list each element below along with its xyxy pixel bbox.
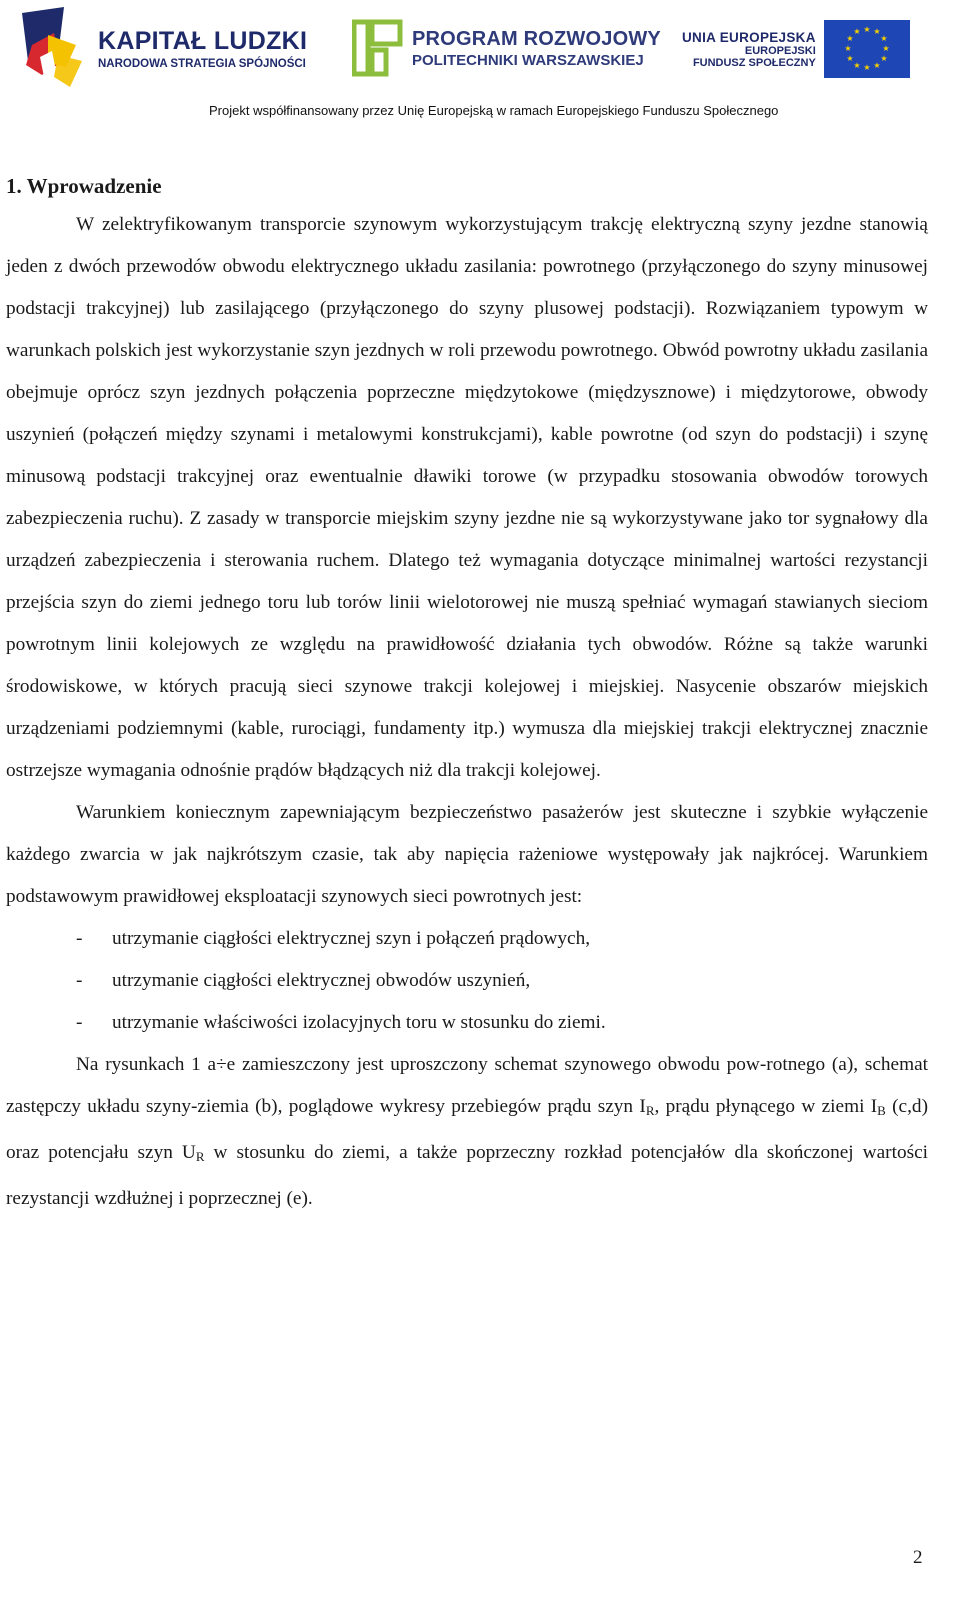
svg-text:★: ★ xyxy=(880,34,888,43)
list-item xyxy=(6,1002,928,1044)
list-dash: - xyxy=(76,928,83,949)
svg-text:★: ★ xyxy=(863,63,871,72)
unia-europejska-logo xyxy=(682,18,910,80)
paragraph-3-part1: Na rysunkach 1 a÷e zamieszczony jest uproszczony schemat szynowego obwodu pow-rotnego (a), schemat zastępczy układu szyny-ziemia (b), poglądowe wykresy przebiegów prądu szyn I xyxy=(6,1054,928,1117)
list-item xyxy=(6,960,928,1002)
svg-text:★: ★ xyxy=(846,34,854,43)
cofinancing-tagline: Projekt współfinansowany przez Unię Europejską w ramach Europejskiego Funduszu Społecznego xyxy=(209,103,779,118)
list-item xyxy=(6,918,928,960)
paragraph-3 xyxy=(6,1044,928,1220)
subscript-r2: R xyxy=(195,1149,205,1164)
kapital-ludzki-logo xyxy=(18,4,307,92)
paragraph-3-part4: w stosunku do ziemi, a także poprzeczny rozkład potencjałów dla skończonej wartości rezystancji wzdłużnej i poprzecznej (e). xyxy=(6,1142,928,1209)
page-number: 2 xyxy=(913,1547,923,1568)
page-header xyxy=(0,0,960,125)
kapital-ludzki-emblem-icon xyxy=(18,5,90,91)
svg-text:★: ★ xyxy=(846,54,854,63)
program-rozwojowy-emblem-icon xyxy=(352,18,404,78)
requirements-list xyxy=(6,918,928,1044)
program-rozwojowy-logo xyxy=(352,18,661,78)
eu-flag-icon xyxy=(824,20,910,78)
paragraph-1: W zelektryfikowanym transporcie szynowym wykorzystującym trakcję elektryczną szyny jezdne stanowią jeden z dwóch przewodów obwodu elektrycznego układu zasilania: powrotnego (przyłączonego do szyny minusowej podstacji trakcyjnej) lub zasilającego (przyłączonego do szyny plusowej podstacji). Rozwiązaniem typowym w warunkach polskich jest wykorzystanie szyn jezdnych w roli przewodu powrotnego. Obwód powrotny układu zasilania obejmuje oprócz szyn jezdnych połączenia poprzeczne międzytokowe (międzysznowe) i międzytorowe, obwody uszynień (połączeń między szynami i metalowymi konstrukcjami), kable powrotne (od szyn do podstacji) i szynę minusową podstacji trakcyjnej oraz ewentualnie dławiki torowe (w przypadku stosowania obwodów torowych zabezpieczenia ruchu). Z zasady w transporcie miejskim szyny jezdne nie są wykorzystywane jako tor sygnałowy dla urządzeń zabezpieczenia i sterowania ruchem. Dlatego też wymagania dotyczące minimalnej wartości rezystancji przejścia szyn do ziemi jednego toru lub torów linii wielotorowej nie muszą spełniać wymagań stawianych sieciom powrotnym linii kolejowych ze względu na prawidłowość działania tych obwodów. Różne są także warunki środowiskowe, w których pracują sieci szynowe trakcji kolejowej i miejskiej. Nasycenie obszarów miejskich urządzeniami podziemnymi (kable, rurociągi, fundamenty itp.) wymusza dla miejskiej trakcji elektrycznej znacznie ostrzejsze wymagania odnośnie prądów błądzących niż dla trakcji kolejowej. xyxy=(6,214,928,781)
paragraph-3-part2: , prądu płynącego w ziemi I xyxy=(654,1096,878,1117)
svg-text:★: ★ xyxy=(863,25,871,34)
svg-text:★: ★ xyxy=(853,27,861,36)
svg-text:★: ★ xyxy=(880,54,888,63)
svg-text:★: ★ xyxy=(873,27,881,36)
svg-text:★: ★ xyxy=(882,44,890,53)
list-item-text: utrzymanie właściwości izolacyjnych toru w stosunku do ziemi. xyxy=(112,1012,606,1033)
subscript-b: B xyxy=(877,1103,886,1118)
kapital-ludzki-title: KAPITAŁ LUDZKI xyxy=(98,26,308,55)
program-rozwojowy-line1: PROGRAM ROZWOJOWY xyxy=(412,27,661,50)
paragraph-3-part3: (c,d) oraz potencjału szyn U xyxy=(6,1096,928,1163)
svg-text:★: ★ xyxy=(844,44,852,53)
list-dash: - xyxy=(76,1012,83,1033)
list-dash: - xyxy=(76,970,83,991)
svg-text:★: ★ xyxy=(873,61,881,70)
unia-europejska-line3: FUNDUSZ SPOŁECZNY xyxy=(692,56,816,69)
paragraph-2: Warunkiem koniecznym zapewniającym bezpieczeństwo pasażerów jest skuteczne i szybkie wyłączenie każdego zwarcia w jak najkrótszym czasie, tak aby napięcia rażeniowe występowały jak najkrócej. Warunkiem podstawowym prawidłowej eksploatacji szynowych sieci powrotnych jest: xyxy=(6,802,928,907)
svg-text:★: ★ xyxy=(853,61,861,70)
document-body xyxy=(6,168,928,1220)
list-item-text: utrzymanie ciągłości elektrycznej szyn i połączeń prądowych, xyxy=(112,928,591,949)
unia-europejska-line2: EUROPEJSKI xyxy=(744,44,816,57)
unia-europejska-line1: UNIA EUROPEJSKA xyxy=(682,29,816,45)
list-item-text: utrzymanie ciągłości elektrycznej obwodów uszynień, xyxy=(112,970,531,991)
kapital-ludzki-subtitle: NARODOWA STRATEGIA SPÓJNOŚCI xyxy=(98,57,306,70)
program-rozwojowy-line2: POLITECHNIKI WARSZAWSKIEJ xyxy=(412,51,644,69)
section-heading: 1. Wprowadzenie xyxy=(6,174,162,198)
subscript-r1: R xyxy=(645,1103,655,1118)
